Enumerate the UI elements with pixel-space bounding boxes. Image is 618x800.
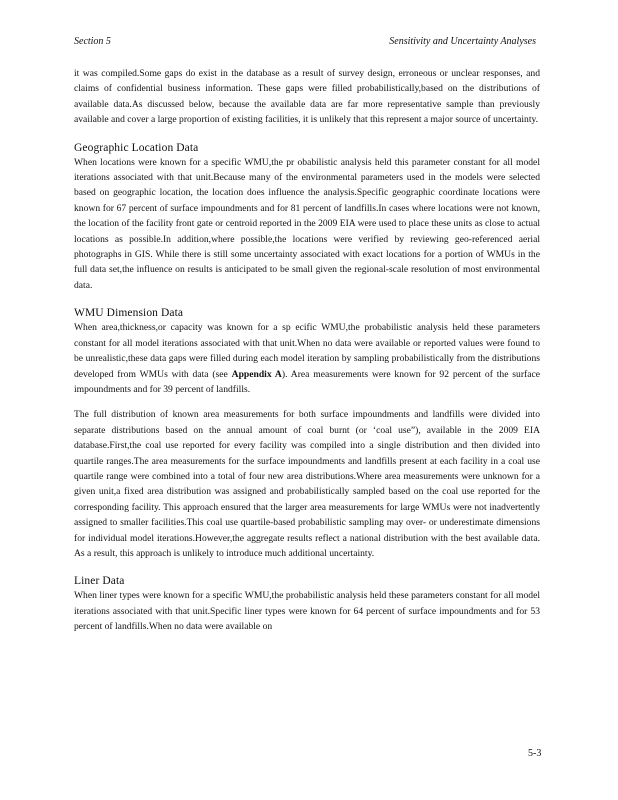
wmu-dimension-text-after: ). Area measurements were known for 92 percent of the surface impoundments and for 39 percent of landfills. bbox=[74, 368, 540, 395]
liner-data-paragraph: When liner types were known for a specific WMU,the probabilistic analysis held these parameters constant for all model iterations associated with that unit.Specific liner types were known for 64 percent of surface impoundments and for 53 percent of landfills.When no data were available on bbox=[74, 590, 540, 633]
section-label: Section 5 bbox=[74, 36, 111, 47]
geographic-location-heading: Geographic Location Data bbox=[74, 141, 199, 154]
intro-paragraph: it was compiled.Some gaps do exist in the database as a result of survey design, erroneous or unclear responses, and claims of confidential business information. These gaps were filled probabilistically,based on the distributions of available data.As discussed below, because the available data are far more representative sample than previously available and cover a large proportion of existing facilities, it is unlikely that this represent a major source of uncertainty. bbox=[74, 68, 540, 126]
wmu-dimension-text-before: When area,thickness,or capacity was known for a sp ecific WMU,the probabilistic analysis held these parameters constant for all model iterations associated with that unit.When no data were available or reported values were found to be unrealistic,these data gaps were filled during each model iteration by sampling probabilistically from the distributions developed from WMUs with data (see bbox=[74, 322, 540, 380]
page-body bbox=[74, 66, 540, 635]
wmu-dimension-paragraph-1 bbox=[74, 320, 540, 397]
section-title: Sensitivity and Uncertainty Analyses bbox=[389, 36, 536, 47]
page-header bbox=[74, 36, 536, 50]
wmu-dimension-paragraph-2: The full distribution of known area measurements for both surface impoundments and landfills were divided into separate distributions based on the annual amount of coal burnt (or ‘coal use”), available in the 2009 EIA database.First,the coal use reported for every facility was compiled into a single distribution and then divided into quartile ranges.The area measurements for the surface impoundments and landfills present at each facility in a coal use quartile range were combined into a total of four new area distributions.Where area measurements were unknown for a given unit,a fixed area distribution was assigned and probabilistically sampled based on the coal use reported for the corresponding facility. This approach ensured that the larger area measurements for large WMUs were not inadvertently assigned to smaller facilities.This coal use quartile-based probabilistic sampling may over- or underestimate dimensions for individual model iterations.However,the aggregate results reflect a national distribution with the best available data. As a result, this approach is unlikely to introduce much additional uncertainty. bbox=[74, 409, 540, 559]
liner-data-heading: Liner Data bbox=[74, 575, 125, 588]
appendix-reference: Appendix A bbox=[231, 368, 282, 380]
geographic-location-paragraph: When locations were known for a specific WMU,the pr obabilistic analysis held this parameter constant for all model iterations associated with that unit.Because many of the environmental parameters used in the models were selected based on geographic location, the location does influence the analysis.Specific geographic coordinate locations were known for 67 percent of surface impoundments and for 81 percent of landfills.In cases where locations were not known, the location of the facility front gate or centroid reported in the 2009 EIA were used to place these units as close to actual locations as possible.In addition,where possible,the locations were verified by reviewing geo-referenced aerial photographs in GIS. While there is still some uncertainty associated with exact locations for a portion of WMUs in the full data set,the influence on results is anticipated to be small given the regional-scale resolution of most environmental data. bbox=[74, 156, 540, 291]
page-number: 5-3 bbox=[528, 748, 542, 759]
wmu-dimension-heading: WMU Dimension Data bbox=[74, 307, 184, 320]
